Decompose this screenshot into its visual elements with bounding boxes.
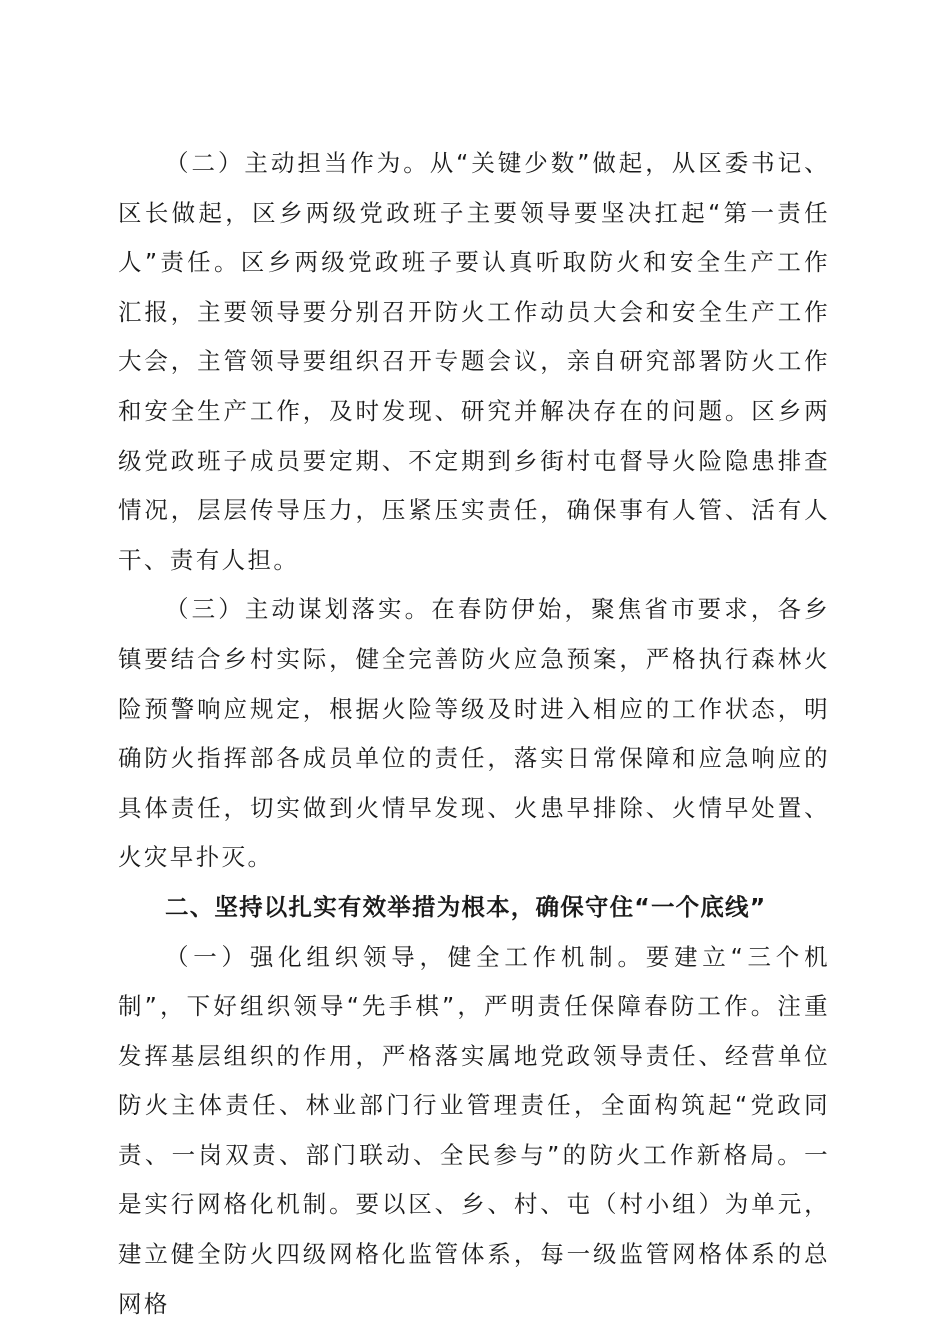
paragraph-text: 要建立“三个机制”，下好组织领导“先手棋”，严明责任保障春防工作。注重发挥基层组织的作用，严格落实属地党政领导责任、经营单位防火主体责任、林业部门行业管理责任，全面构筑起“党政同责、一岗双责、部门联动、全民参与”的防火工作新格局。一是实行网格化机制。要以区、乡、村、屯（村小组）为单元，建立健全防火四级网格化监管体系，每一级监管网格体系的总网格 [118,942,830,1318]
document-body [118,139,830,1329]
paragraph-organization-leadership [118,933,830,1330]
paragraph-text: 从“关键少数”做起，从区委书记、区长做起，区乡两级党政班子主要领导要坚决扛起“第一责任人”责任。区乡两级党政班子要认真听取防火和安全生产工作汇报，主要领导要分别召开防火工作动员大会和安全生产工作大会，主管领导要组织召开专题会议，亲自研究部署防火工作和安全生产工作，及时发现、研究并解决存在的问题。区乡两级党政班子成员要定期、不定期到乡街村屯督导火险隐患排查情况，层层传导压力，压紧压实责任，确保事有人管、活有人干、责有人担。 [118,149,831,574]
section-heading: 二、坚持以扎实有效举措为根本，确保守住“一个底线” [165,892,767,921]
paragraph-lead: （三）主动谋划落实。 [165,595,432,624]
paragraph-lead: （一）强化组织领导，健全工作机制。 [165,942,646,971]
paragraph-text: 在春防伊始，聚焦省市要求，各乡镇要结合乡村实际，健全完善防火应急预案，严格执行森林火险预警响应规定，根据火险等级及时进入相应的工作状态，明确防火指挥部各成员单位的责任，落实日常保障和应急响应的具体责任，切实做到火情早发现、火患早排除、火情早处置、火灾早扑灭。 [118,595,831,872]
paragraph-active-planning [118,585,830,883]
paragraph-active-responsibility [118,139,830,585]
paragraph-lead: （二）主动担当作为。 [165,149,430,177]
